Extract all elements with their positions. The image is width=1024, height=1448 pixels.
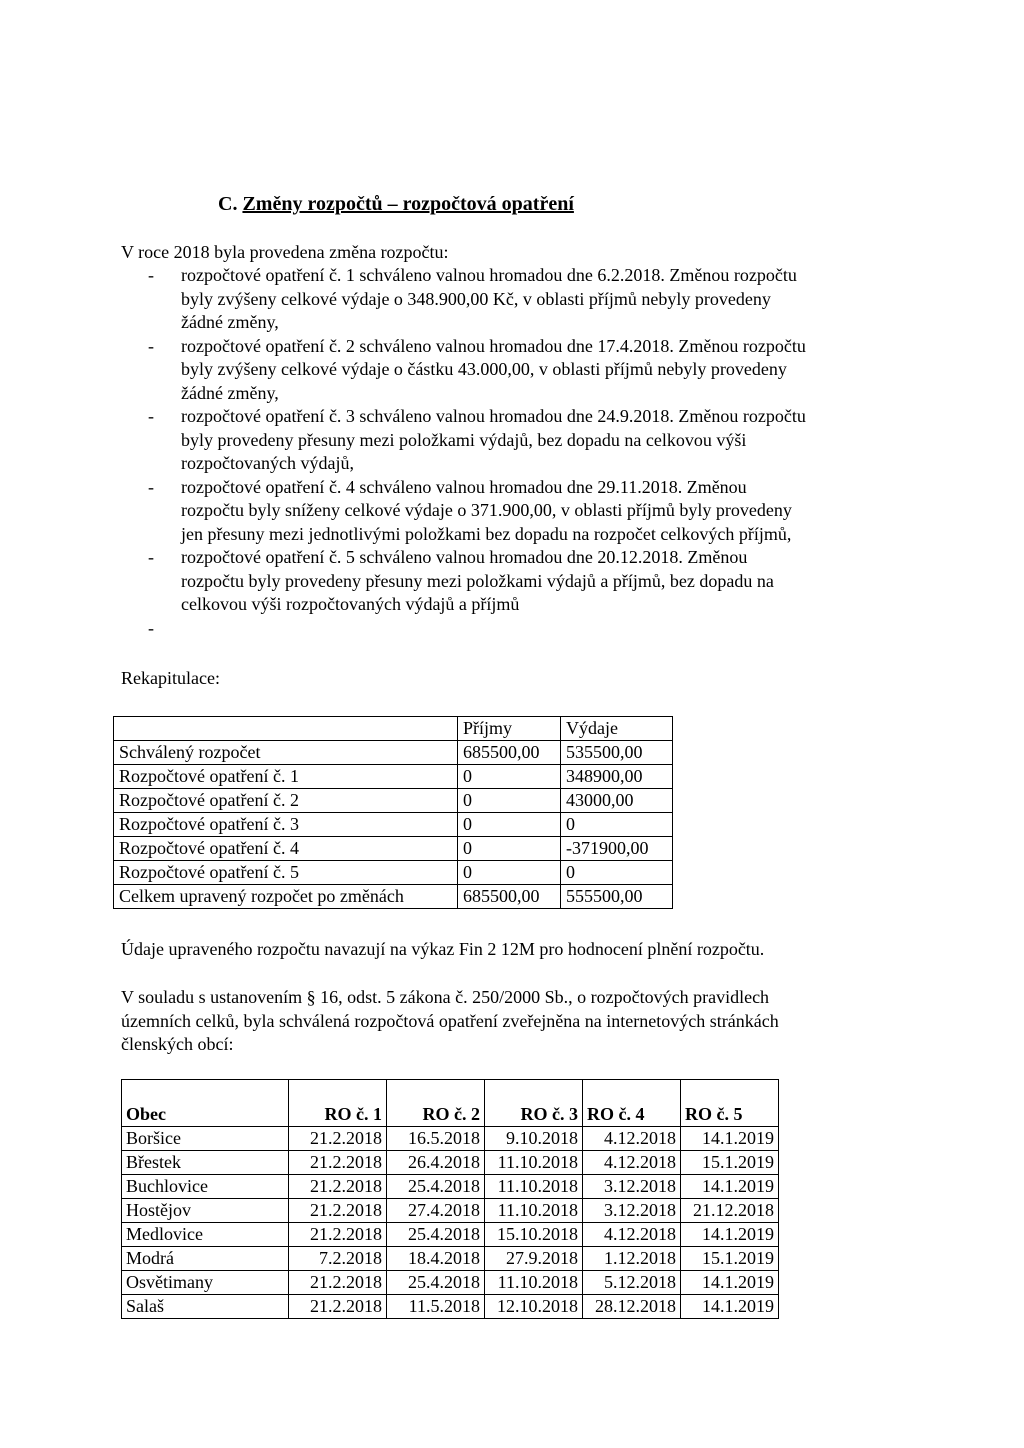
table-cell: 21.2.2018 <box>289 1223 387 1247</box>
list-item-line: žádné změny, <box>181 312 279 332</box>
table-cell: 21.12.2018 <box>681 1199 779 1223</box>
list-item-line: byly zvýšeny celkové výdaje o 348.900,00 Kč, v oblasti příjmů nebyly provedeny <box>181 288 771 309</box>
list-dash: - <box>148 406 154 426</box>
table-cell: Osvětimany <box>122 1271 289 1295</box>
table-header-cell: RO č. 4 <box>583 1080 681 1127</box>
table-cell: 21.2.2018 <box>289 1199 387 1223</box>
list-item <box>148 335 908 406</box>
table-cell: Celkem upravený rozpočet po změnách <box>114 885 458 909</box>
table-cell: Rozpočtové opatření č. 4 <box>114 837 458 861</box>
paragraph-line: územních celků, byla schválená rozpočtová opatření zveřejněna na internetových stránkách <box>121 1010 779 1031</box>
table-header-cell: RO č. 5 <box>681 1080 779 1127</box>
table-cell: 1.12.2018 <box>583 1247 681 1271</box>
table-row <box>114 813 673 837</box>
table-header-cell <box>114 717 458 741</box>
list-item-line: rozpočtové opatření č. 5 schváleno valnou hromadou dne 20.12.2018. Změnou <box>181 547 748 567</box>
table-header-cell: RO č. 3 <box>485 1080 583 1127</box>
table-cell: Boršice <box>122 1127 289 1151</box>
table-row <box>122 1199 779 1223</box>
table-cell: 11.10.2018 <box>485 1175 583 1199</box>
table-cell: 535500,00 <box>561 741 673 765</box>
table-header-cell: RO č. 1 <box>289 1080 387 1127</box>
table-cell: 5.12.2018 <box>583 1271 681 1295</box>
rekapitulace-label: Rekapitulace: <box>121 668 220 688</box>
table-cell: -371900,00 <box>561 837 673 861</box>
table-cell: 0 <box>458 861 561 885</box>
table-cell: 348900,00 <box>561 765 673 789</box>
list-item <box>148 546 908 617</box>
table-cell: 21.2.2018 <box>289 1271 387 1295</box>
table-cell: 11.10.2018 <box>485 1151 583 1175</box>
list-dash: - <box>148 335 154 356</box>
table-cell: 14.1.2019 <box>681 1271 779 1295</box>
intro-text: V roce 2018 byla provedena změna rozpočtu: <box>121 242 449 262</box>
table-cell: 15.1.2019 <box>681 1247 779 1271</box>
table-cell: 685500,00 <box>458 741 561 765</box>
list-item-line: rozpočtu byly provedeny přesuny mezi položkami výdajů a příjmů, bez dopadu na <box>181 570 774 591</box>
list-item <box>148 405 908 476</box>
table-cell: 0 <box>458 789 561 813</box>
list-dash: - <box>148 476 154 497</box>
table-cell: 16.5.2018 <box>387 1127 485 1151</box>
table-cell: 15.1.2019 <box>681 1151 779 1175</box>
table-row <box>114 765 673 789</box>
table-cell: 14.1.2019 <box>681 1175 779 1199</box>
table-cell: 25.4.2018 <box>387 1175 485 1199</box>
table-header-cell: Obec <box>122 1080 289 1127</box>
paragraph-legal <box>121 986 901 1057</box>
table-row <box>122 1175 779 1199</box>
table-header-cell: RO č. 2 <box>387 1080 485 1127</box>
table-cell: 26.4.2018 <box>387 1151 485 1175</box>
list-item-line: jen přesuny mezi jednotlivými položkami bez dopadu na rozpočet celkových příjmů, <box>181 523 792 544</box>
table-cell: 11.10.2018 <box>485 1271 583 1295</box>
list-item-line: rozpočtovaných výdajů, <box>181 453 354 473</box>
table-cell: 15.10.2018 <box>485 1223 583 1247</box>
table-cell: 0 <box>458 837 561 861</box>
table-cell: 0 <box>561 813 673 837</box>
table-cell: 21.2.2018 <box>289 1295 387 1319</box>
table-header-row <box>122 1080 779 1127</box>
table-cell: Buchlovice <box>122 1175 289 1199</box>
list-dash: - <box>148 547 154 567</box>
table-row <box>122 1151 779 1175</box>
table-cell: 12.10.2018 <box>485 1295 583 1319</box>
municipality-table <box>121 1079 779 1319</box>
table-cell: 0 <box>458 813 561 837</box>
table-row <box>114 861 673 885</box>
table-cell: 7.2.2018 <box>289 1247 387 1271</box>
list-item-line: rozpočtu byly sníženy celkové výdaje o 371.900,00, v oblasti příjmů byly provedeny <box>181 500 792 520</box>
table-cell: Medlovice <box>122 1223 289 1247</box>
table-row <box>122 1223 779 1247</box>
list-item-line: rozpočtové opatření č. 1 schváleno valnou hromadou dne 6.2.2018. Změnou rozpočtu <box>181 265 797 285</box>
table-cell: 4.12.2018 <box>583 1127 681 1151</box>
table-row <box>122 1247 779 1271</box>
table-header-row <box>114 717 673 741</box>
list-item-line: rozpočtové opatření č. 4 schváleno valnou hromadou dne 29.11.2018. Změnou <box>181 476 747 497</box>
table-cell: 11.10.2018 <box>485 1199 583 1223</box>
table-cell: 0 <box>458 765 561 789</box>
table-cell: Salaš <box>122 1295 289 1319</box>
table-cell: Rozpočtové opatření č. 2 <box>114 789 458 813</box>
list-item-line: celkovou výši rozpočtovaných výdajů a příjmů <box>181 594 520 614</box>
table-cell: 0 <box>561 861 673 885</box>
paragraph-line: V souladu s ustanovením § 16, odst. 5 zákona č. 250/2000 Sb., o rozpočtových pravidlech <box>121 987 770 1007</box>
table-cell: 27.4.2018 <box>387 1199 485 1223</box>
table-cell: 4.12.2018 <box>583 1151 681 1175</box>
list-item-line: rozpočtové opatření č. 3 schváleno valnou hromadou dne 24.9.2018. Změnou rozpočtu <box>181 406 806 426</box>
table-cell: 28.12.2018 <box>583 1295 681 1319</box>
table-cell: Schválený rozpočet <box>114 741 458 765</box>
paragraph-fin2: Údaje upraveného rozpočtu navazují na výkaz Fin 2 12M pro hodnocení plnění rozpočtu. <box>121 939 765 959</box>
table-cell: Rozpočtové opatření č. 5 <box>114 861 458 885</box>
table-cell: Rozpočtové opatření č. 3 <box>114 813 458 837</box>
table-cell: 14.1.2019 <box>681 1295 779 1319</box>
table-cell: 27.9.2018 <box>485 1247 583 1271</box>
table-row <box>114 837 673 861</box>
section-heading <box>218 193 574 216</box>
list-dash: - <box>148 617 154 638</box>
list-dash: - <box>148 265 154 285</box>
table-cell: Hostějov <box>122 1199 289 1223</box>
heading-letter: C. <box>218 193 238 215</box>
list-item-line: byly provedeny přesuny mezi položkami výdajů, bez dopadu na celkovou výši <box>181 429 747 450</box>
table-row <box>122 1295 779 1319</box>
table-cell: Rozpočtové opatření č. 1 <box>114 765 458 789</box>
table-cell: 555500,00 <box>561 885 673 909</box>
table-cell: 18.4.2018 <box>387 1247 485 1271</box>
list-item-line: byly zvýšeny celkové výdaje o částku 43.000,00, v oblasti příjmů nebyly provedeny <box>181 359 787 379</box>
list-item <box>148 476 908 547</box>
table-row <box>122 1271 779 1295</box>
table-cell: Modrá <box>122 1247 289 1271</box>
table-row <box>122 1127 779 1151</box>
table-cell: 25.4.2018 <box>387 1223 485 1247</box>
table-cell: 685500,00 <box>458 885 561 909</box>
table-cell: 25.4.2018 <box>387 1271 485 1295</box>
table-cell: 3.12.2018 <box>583 1175 681 1199</box>
list-item <box>148 617 908 640</box>
table-header-cell: Příjmy <box>458 717 561 741</box>
table-cell: 14.1.2019 <box>681 1223 779 1247</box>
list-item-line: žádné změny, <box>181 382 279 403</box>
table-cell: 3.12.2018 <box>583 1199 681 1223</box>
table-cell: 9.10.2018 <box>485 1127 583 1151</box>
recap-table <box>113 716 673 909</box>
table-cell: 21.2.2018 <box>289 1175 387 1199</box>
table-row <box>114 789 673 813</box>
table-cell: 21.2.2018 <box>289 1151 387 1175</box>
table-cell: Břestek <box>122 1151 289 1175</box>
heading-title: Změny rozpočtů – rozpočtová opatření <box>242 193 574 215</box>
table-row <box>114 885 673 909</box>
table-header-cell: Výdaje <box>561 717 673 741</box>
table-cell: 4.12.2018 <box>583 1223 681 1247</box>
list-item-line <box>181 617 908 640</box>
list-item-line: rozpočtové opatření č. 2 schváleno valnou hromadou dne 17.4.2018. Změnou rozpočtu <box>181 335 806 356</box>
table-cell: 21.2.2018 <box>289 1127 387 1151</box>
table-cell: 43000,00 <box>561 789 673 813</box>
bullet-list <box>148 264 908 640</box>
list-item <box>148 264 908 335</box>
table-row <box>114 741 673 765</box>
paragraph-line: členských obcí: <box>121 1034 234 1054</box>
table-cell: 14.1.2019 <box>681 1127 779 1151</box>
table-cell: 11.5.2018 <box>387 1295 485 1319</box>
